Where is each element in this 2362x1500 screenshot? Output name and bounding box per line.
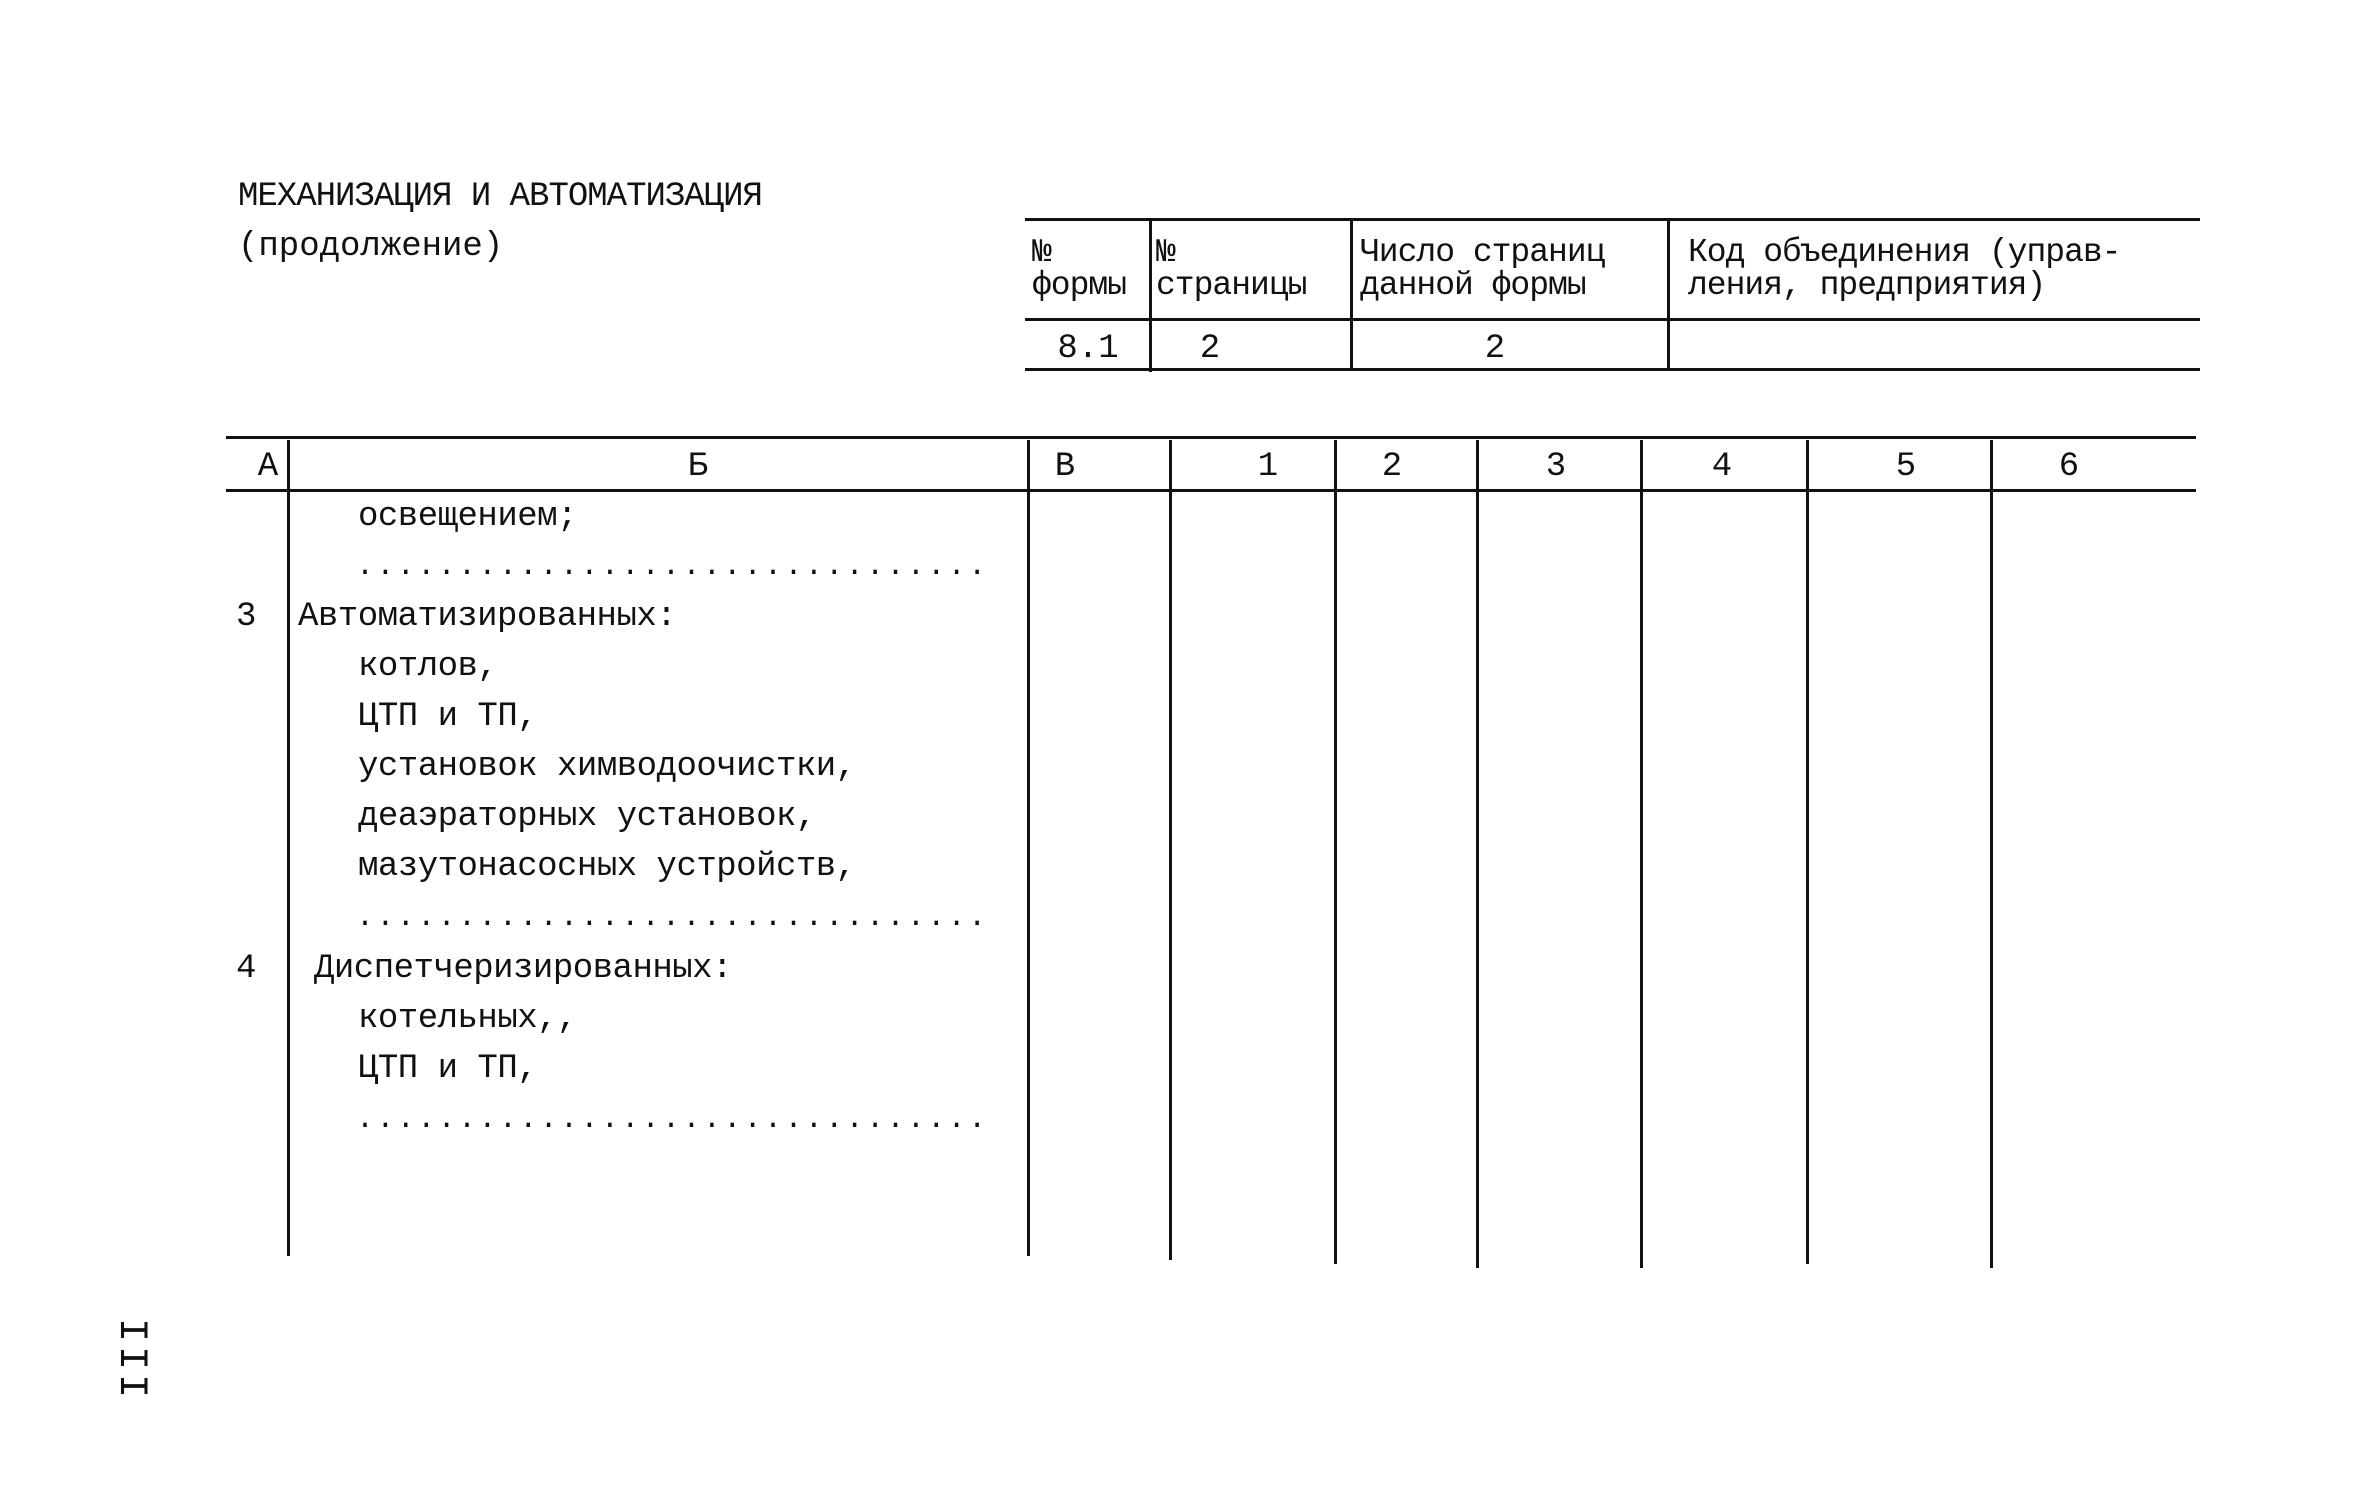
main-table-column-line <box>1334 440 1337 1264</box>
row-number: 4 <box>236 950 257 988</box>
page-number-label: № страницы <box>1156 234 1307 304</box>
column-header-b: Б <box>687 448 709 486</box>
page-number-value: 2 <box>1199 330 1221 368</box>
section-heading: Диспетчеризированных: <box>314 950 732 988</box>
main-table-header-border <box>226 489 2196 492</box>
list-item: котельных,, <box>358 1000 577 1038</box>
page-count-label: Число страниц данной формы <box>1360 234 1605 304</box>
dotted-leader: ............................... <box>356 1103 989 1137</box>
info-table-divider <box>1350 220 1353 370</box>
info-table-top-border <box>1025 218 2200 221</box>
list-item: мазутонасосных устройств, <box>358 848 856 886</box>
main-table-column-line <box>1027 440 1030 1256</box>
main-table-column-line <box>1990 440 1993 1268</box>
dotted-leader: ............................... <box>356 901 989 935</box>
main-table-top-border <box>226 436 2196 439</box>
list-item: деаэраторных установок, <box>358 798 816 836</box>
list-item: освещением; <box>358 498 577 536</box>
page-number: III <box>108 1318 153 1403</box>
main-table-column-line <box>287 440 290 1256</box>
document-subtitle: (продолжение) <box>238 228 504 266</box>
row-number: 3 <box>236 598 257 636</box>
column-header-2: 2 <box>1381 448 1403 486</box>
column-header-6: 6 <box>2058 448 2080 486</box>
column-header-4: 4 <box>1711 448 1733 486</box>
main-table-column-line <box>1169 440 1172 1260</box>
form-number-value: 8.1 <box>1057 330 1119 368</box>
list-item: ЦТП и ТП, <box>358 698 538 736</box>
main-table-column-line <box>1806 440 1809 1264</box>
column-header-3: 3 <box>1545 448 1567 486</box>
list-item: котлов, <box>358 648 498 686</box>
column-header-1: 1 <box>1257 448 1279 486</box>
list-item: ЦТП и ТП, <box>358 1050 538 1088</box>
section-heading: Автоматизированных: <box>298 598 677 636</box>
column-header-v: В <box>1054 448 1076 486</box>
info-table-mid-border <box>1025 318 2200 321</box>
dotted-leader: ............................... <box>356 550 989 584</box>
column-header-a: А <box>257 448 279 486</box>
org-code-label: Код объединения (управ- ления, предприятия) <box>1688 234 2121 304</box>
main-table-column-line <box>1640 440 1643 1268</box>
form-number-label: № формы <box>1032 234 1127 304</box>
column-header-5: 5 <box>1895 448 1917 486</box>
page-count-value: 2 <box>1484 330 1506 368</box>
document-title: МЕХАНИЗАЦИЯ И АВТОМАТИЗАЦИЯ <box>238 178 762 216</box>
list-item: установок химводоочистки, <box>358 748 856 786</box>
main-table-column-line <box>1476 440 1479 1268</box>
info-table-divider <box>1667 220 1670 370</box>
info-table-bottom-border <box>1025 368 2200 371</box>
